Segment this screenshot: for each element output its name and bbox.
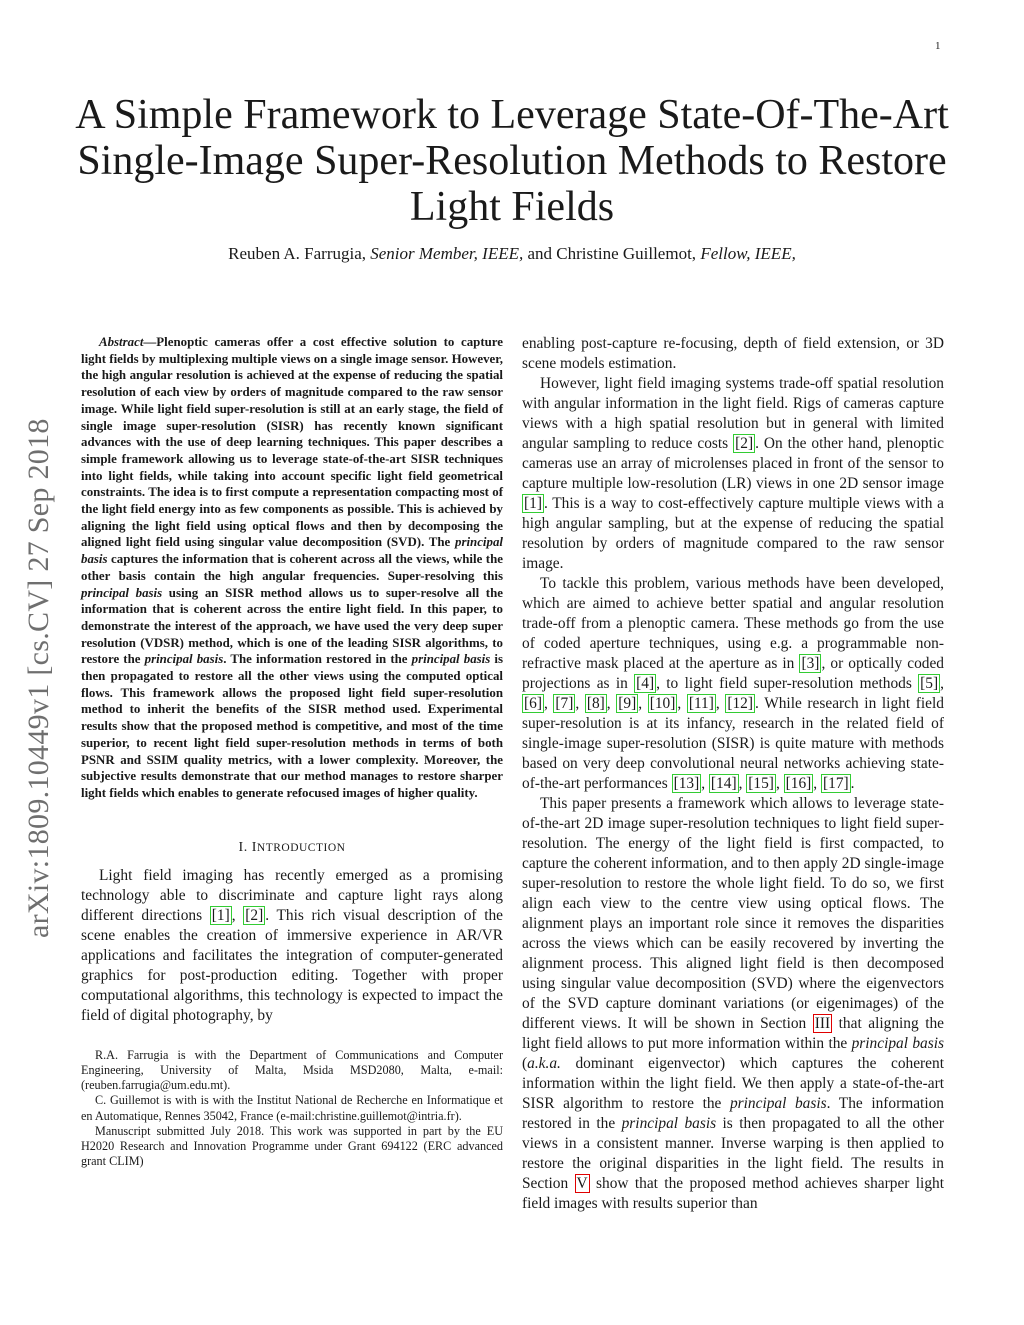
citation-link[interactable]: [16] bbox=[785, 775, 812, 792]
citation-link[interactable]: [4] bbox=[636, 675, 655, 692]
intro-paragraph-1: Light field imaging has recently emerged as a promising technology able to discriminate and capture light rays along different directions [1] , [2] . This rich visual description of the scene enables the creation of immersive experience in AR/VR applications and facilitates the integration of computer-generated graphics for post-production editing. Together with proper computational algorithms, this technology is expected to impact the field of digital photography, by bbox=[81, 866, 504, 1024]
citation-link[interactable]: [10] bbox=[649, 695, 676, 712]
paper-title bbox=[60, 92, 964, 230]
citation-link[interactable]: [2] bbox=[245, 906, 264, 924]
title-line-1: A Simple Framework to Leverage State-Of-The-Art bbox=[75, 92, 949, 138]
footnote-author-2: C. Guillemot is with is with the Institut National de Recherche en Informatique et en Automatique, Rennes 35042, France (e-mail:christine.guillemot@intria.fr). bbox=[81, 1093, 503, 1123]
principal-basis-term: principal basis bbox=[81, 535, 503, 567]
citation-link[interactable]: [13] bbox=[673, 775, 700, 792]
citation-link[interactable]: [1] bbox=[211, 906, 230, 924]
intro-paragraph-2: However, light field imaging systems trade-off spatial resolution with angular information in the light field. Rigs of cameras capture views with a high spatial resolution but in general with limited angular sampling to reduce costs [2] . On the other hand, plenoptic cameras use an array of microlenses placed in front of the sensor to capture multiple low-resolution (LR) views in one 2D sensor image [1] . This is a way to cost-effectively capture multiple views with a high angular sampling, but at the expense of reducing the spatial resolution by orders of magnitude compared to the raw sensor image. bbox=[522, 375, 944, 572]
author-2-name: and Christine Guillemot, bbox=[523, 244, 701, 263]
section-ref-link[interactable]: III bbox=[814, 1015, 831, 1032]
citation-link[interactable]: [14] bbox=[710, 775, 737, 792]
citation-link[interactable]: [12] bbox=[727, 695, 754, 712]
author-1-role: Senior Member, IEEE, bbox=[370, 244, 524, 263]
citation-link[interactable]: [7] bbox=[555, 695, 574, 712]
title-line-2: Single-Image Super-Resolution Methods to Restore bbox=[77, 138, 947, 184]
intro-paragraph-4: This paper presents a framework which allows to leverage state-of-the-art 2D image super-resolution techniques to light field super-resolution. The energy of the light field is first compacted, to capture the coherent information, and to then apply 2D single-image super-resolution to restore the whole light field. To do so, we first align each view to the centre view using optical flows. The alignment plays an important role since it removes the disparities across the views which can be easily recovered by inverting the alignment process. This aligned light field is then decomposed using singular value decomposition (SVD) where the eigenvectors of the SVD capture dominant variations (or eigenimages) of the different views. It will be shown in Section III that aligning the light field allows to put more information within the principal basis (a.k.a. dominant eigenvector) which captures the coherent information within the light field. We then apply a state-of-the-art SISR algorithm to restore the principal basis. The information restored in the principal basis is then propagated to all the other views in a consistent manner. Inverse warping is then applied to restore the original disparities in the light field. The results in Section V show that the proposed method achieves sharper light field images with results superior than bbox=[522, 795, 944, 1212]
author-1-name: Reuben A. Farrugia, bbox=[228, 244, 371, 263]
footnote-author-1: R.A. Farrugia is with the Department of Communications and Computer Engineering, University of Malta, Msida MSD2080, Malta, e-mail: (reuben.farrugia@um.edu.mt). bbox=[81, 1047, 503, 1093]
principal-basis-term: principal basis bbox=[411, 652, 491, 667]
citation-link[interactable]: [6] bbox=[524, 695, 542, 712]
footnotes bbox=[81, 1048, 503, 1170]
author-line bbox=[60, 244, 964, 264]
principal-basis-term: principal basis bbox=[81, 585, 163, 600]
intro-paragraph-1-cont: enabling post-capture re-focusing, depth of field extension, or 3D scene models estimation. bbox=[522, 335, 944, 372]
author-2-role: Fellow, IEEE, bbox=[700, 244, 796, 263]
arxiv-stamp[interactable]: arXiv:1809.10449v1 [cs.CV] 27 Sep 2018 bbox=[22, 418, 55, 938]
citation-link[interactable]: [5] bbox=[920, 675, 939, 692]
footnote-funding: Manuscript submitted July 2018. This work was supported in part by the EU H2020 Research and Innovation Programme under Grant 694122 (ERC advanced grant CLIM) bbox=[81, 1123, 503, 1169]
intro-paragraph-3: To tackle this problem, various methods have been developed, which are aimed to achieve better spatial and angular resolution trade-off from a plenoptic camera. These methods go from the use of coded aperture techniques, using e.g. a programmable non-refractive mask placed at the aperture as in [3] , or optically coded projections as in [4] , to light field super-resolution methods [5] , [6] , [7] , [8] , [9] , [10] , [11] , [12] . While research in light field super-resolution is at its infancy, research in the related field of single-image super-resolution (SISR) is quite mature with methods based on very deep convolutional neural networks achieving state-of-the-art performances [13] , [14] , [15] , [16] , [17] . bbox=[522, 575, 944, 792]
citation-link[interactable]: [2] bbox=[735, 435, 754, 452]
abstract: Abstract—Plenoptic cameras offer a cost effective solution to capture light fields by multiplexing multiple views on a single image sensor. However, the high angular resolution is achieved at the expense of reducing the spatial resolution of each view by orders of magnitude compared to the raw sensor image. While light field super-resolution is still at an early stage, the field of single image super-resolution (SISR) has recently known significant advances with the use of deep learning techniques. This paper describes a simple framework allowing us to leverage state-of-the-art SISR techniques into light fields, while taking into account specific light field geometrical constraints. The idea is to first compute a representation compacting most of the light field energy into as few components as possible. This is achieved by aligning the light field using optical flows and then by decomposing the aligned light field using singular value decomposition (SVD). The principal basis captures the information that is coherent across all the views, while the other basis contain the high angular frequencies. Super-resolving this principal basis using an SISR method allows us to super-resolve all the information that is coherent across the entire light field. In this paper, to demonstrate the interest of the approach, we have used the very deep super resolution (VDSR) method, which is one of the leading SISR algorithms, to restore the principal basis. The information restored in the principal basis is then propagated to restore all the other views using the computed optical flows. This framework allows the proposed light field super-resolution method to inherit the benefits of the SISR method used. Experimental results show that the proposed method is competitive, and most of the time superior, to recent light field super-resolution methods in terms of both PSNR and SSIM quality metrics, with a lower complexity. Moreover, the subjective results demonstrate that our method manages to restore sharper light fields which enables to generate refocused images of higher quality. bbox=[81, 335, 504, 800]
citation-link[interactable]: [17] bbox=[823, 775, 849, 792]
left-column bbox=[81, 334, 503, 1169]
principal-basis-term: principal basis bbox=[144, 652, 224, 667]
citation-link[interactable]: [3] bbox=[801, 655, 820, 672]
principal-basis-term: principal basis bbox=[851, 1035, 944, 1052]
title-line-3: Light Fields bbox=[409, 184, 615, 230]
citation-link[interactable]: [9] bbox=[618, 695, 637, 712]
citation-link[interactable]: [15] bbox=[748, 775, 774, 792]
citation-link[interactable]: [11] bbox=[688, 695, 714, 712]
citation-link[interactable]: [8] bbox=[586, 695, 605, 712]
citation-link[interactable]: [1] bbox=[524, 495, 542, 512]
page-number: 1 bbox=[935, 40, 941, 52]
principal-basis-term: principal basis bbox=[729, 1095, 827, 1112]
aka-term: a.k.a. bbox=[527, 1055, 561, 1072]
section-heading-introduction: I. INTRODUCTION bbox=[238, 839, 346, 855]
right-column bbox=[522, 334, 944, 1214]
principal-basis-term: principal basis bbox=[621, 1115, 717, 1132]
abstract-label: Abstract bbox=[99, 335, 144, 349]
section-ref-link[interactable]: V bbox=[576, 1175, 588, 1192]
